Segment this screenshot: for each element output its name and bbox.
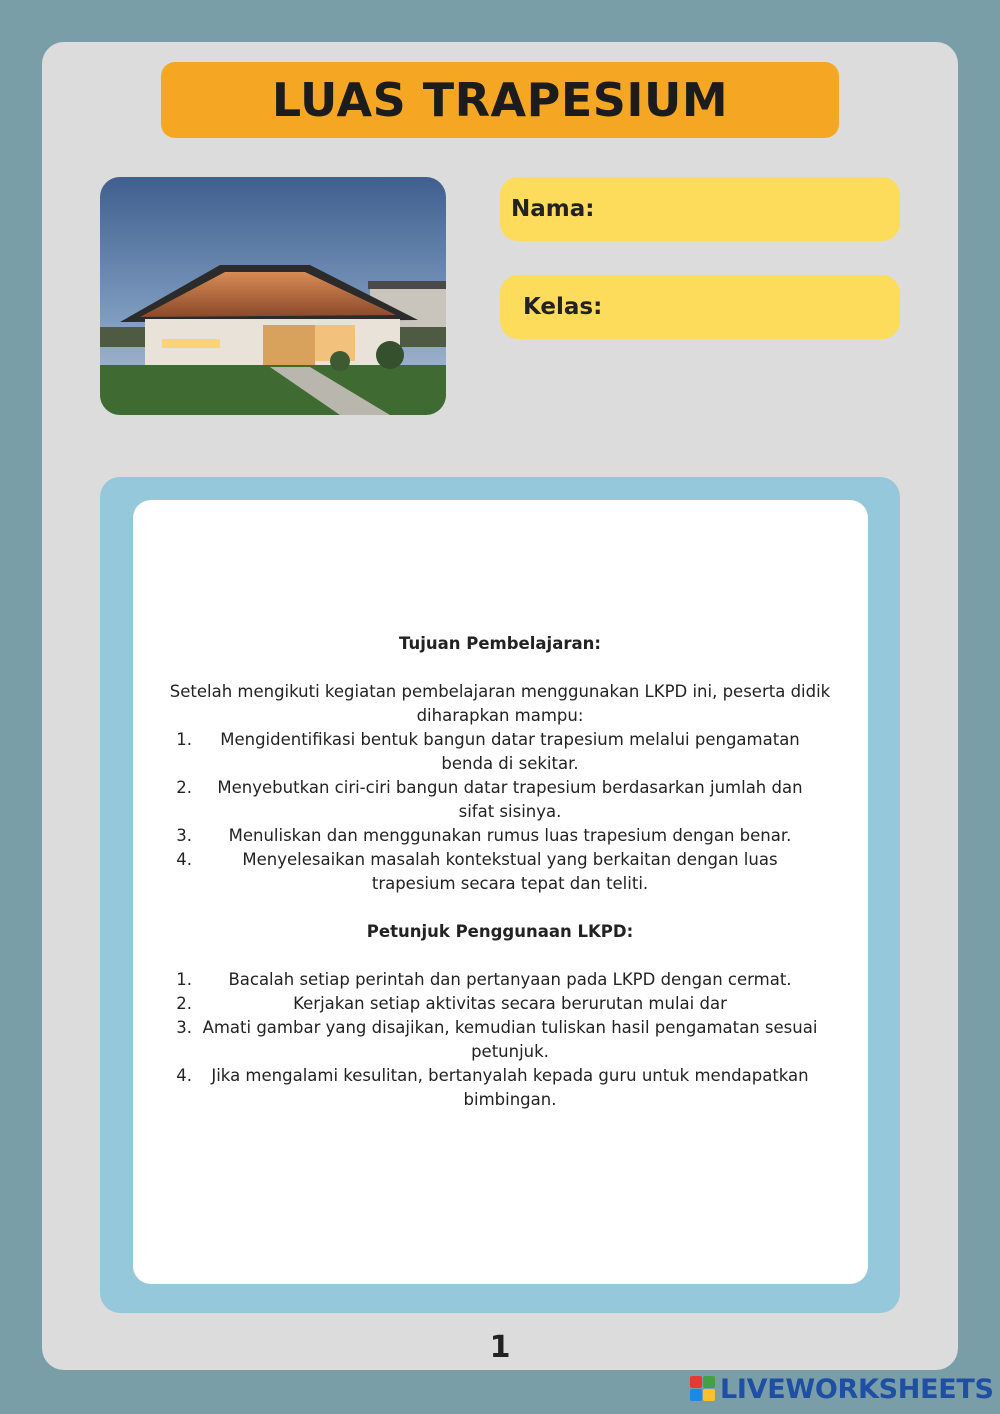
list-text: Kerjakan setiap aktivitas secara berurutan mulai dar <box>293 994 727 1013</box>
list-number: 1. <box>176 730 192 749</box>
brand-name: LIVEWORKSHEETS <box>720 1373 994 1405</box>
list-number: 2. <box>176 778 192 797</box>
list-text: Menyelesaikan masalah kontekstual yang berkaitan dengan luas trapesium secara tepat dan teliti. <box>242 850 778 893</box>
list-text: Bacalah setiap perintah dan pertanyaan pada LKPD dengan cermat. <box>228 970 792 989</box>
list-text: Jika mengalami kesulitan, bertanyalah kepada guru untuk mendapatkan bimbingan. <box>211 1066 809 1109</box>
brand-logo[interactable] <box>690 1372 994 1406</box>
class-label: Kelas: <box>523 294 603 320</box>
list-number: 3. <box>176 826 192 845</box>
objectives-heading: Tujuan Pembelajaran: <box>399 634 601 653</box>
name-field[interactable] <box>500 177 900 241</box>
house-photo <box>100 177 446 415</box>
logo-square-red <box>690 1376 702 1388</box>
list-number: 3. <box>176 1018 192 1037</box>
page-number: 1 <box>489 1330 511 1365</box>
list-item <box>160 848 840 896</box>
instructions-heading: Petunjuk Penggunaan LKPD: <box>366 922 634 941</box>
list-number: 4. <box>176 1066 192 1085</box>
title-banner <box>161 62 839 138</box>
list-item <box>160 968 840 992</box>
list-item <box>160 776 840 824</box>
page-title: LUAS TRAPESIUM <box>271 73 729 127</box>
list-number: 2. <box>176 994 192 1013</box>
logo-square-blue <box>690 1389 702 1401</box>
list-item <box>160 992 840 1016</box>
name-label: Nama: <box>511 196 595 222</box>
list-item <box>160 1016 840 1064</box>
list-number: 1. <box>176 970 192 989</box>
list-text: Menuliskan dan menggunakan rumus luas trapesium dengan benar. <box>228 826 792 845</box>
class-field[interactable] <box>500 275 900 339</box>
content-text <box>160 632 840 1112</box>
objectives-intro: Setelah mengikuti kegiatan pembelajaran menggunakan LKPD ini, peserta didik diharapkan mampu: <box>169 682 831 725</box>
list-item <box>160 824 840 848</box>
list-text: Mengidentifikasi bentuk bangun datar trapesium melalui pengamatan benda di sekitar. <box>220 730 800 773</box>
liveworksheets-icon <box>690 1376 716 1402</box>
objectives-list <box>160 728 840 896</box>
list-number: 4. <box>176 850 192 869</box>
list-item <box>160 728 840 776</box>
logo-square-green <box>703 1376 715 1388</box>
instructions-list <box>160 968 840 1112</box>
list-text: Amati gambar yang disajikan, kemudian tuliskan hasil pengamatan sesuai petunjuk. <box>202 1018 818 1061</box>
list-text: Menyebutkan ciri-ciri bangun datar trapesium berdasarkan jumlah dan sifat sisinya. <box>217 778 803 821</box>
list-item <box>160 1064 840 1112</box>
logo-square-yellow <box>703 1389 715 1401</box>
